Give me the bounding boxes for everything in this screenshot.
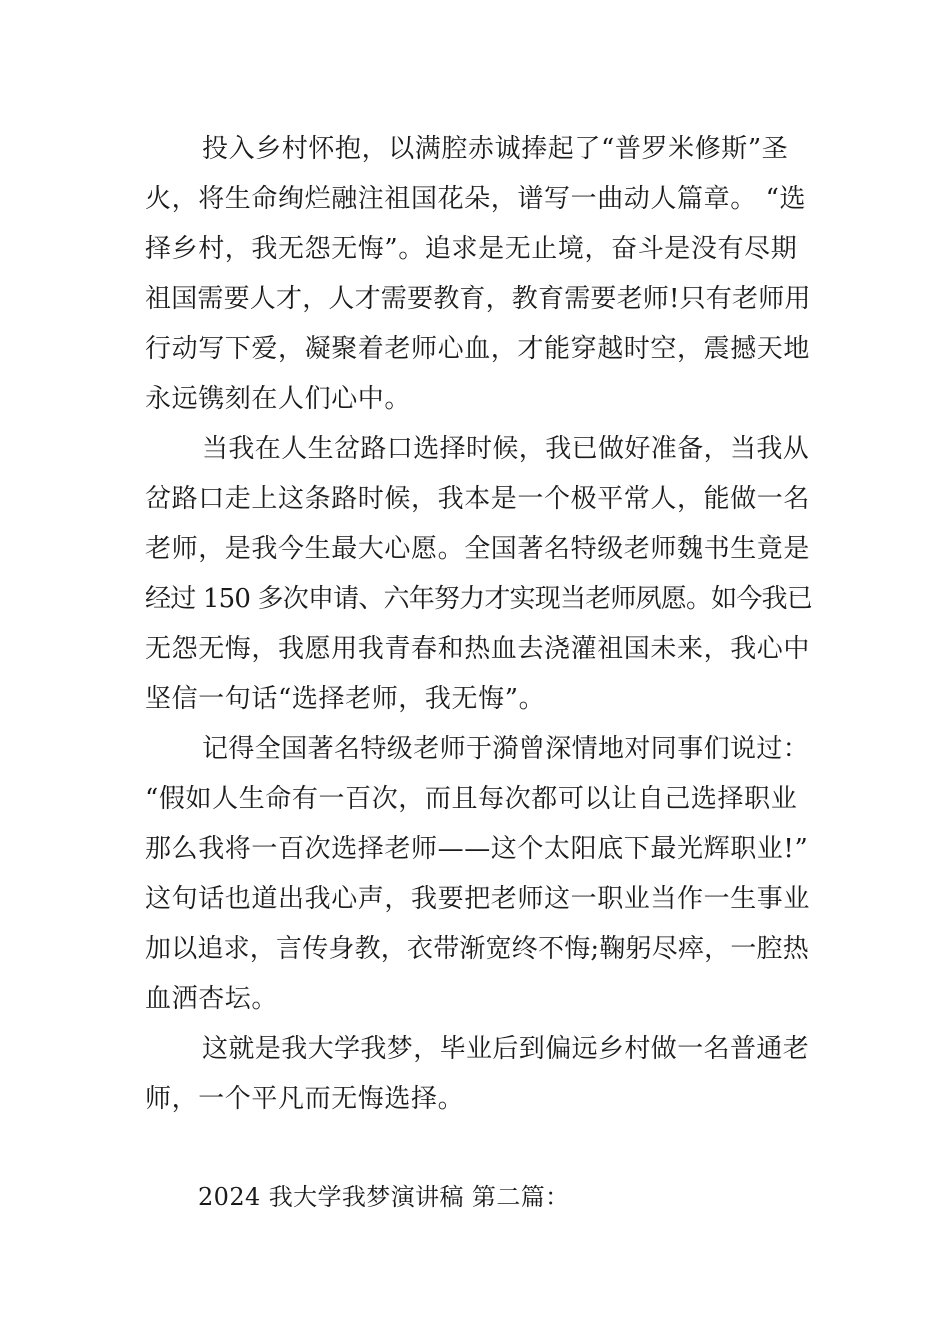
- paragraph-3-line-3: 那么我将一百次选择老师——这个太阳底下最光辉职业!”: [145, 834, 809, 864]
- paragraph-2-line-6: 坚信一句话“选择老师，我无悔”。: [145, 684, 546, 714]
- paragraph-1-line-2: 火，将生命绚烂融注祖国花朵，谱写一曲动人篇章。 “选: [145, 184, 807, 214]
- paragraph-2-line-5: 无怨无悔，我愿用我青春和热血去浇灌祖国未来，我心中: [145, 634, 811, 664]
- paragraph-4-line-2: 师，一个平凡而无悔选择。: [145, 1084, 465, 1114]
- paragraph-3-line-1: 记得全国著名特级老师于漪曾深情地对同事们说过：: [202, 734, 810, 764]
- paragraph-2-line-1: 当我在人生岔路口选择时候，我已做好准备，当我从: [202, 434, 810, 464]
- paragraph-2-line-4: 经过 150 多次申请、六年努力才实现当老师夙愿。如今我已: [145, 584, 812, 614]
- paragraph-1-line-1: 投入乡村怀抱，以满腔赤诚捧起了“普罗米修斯”圣: [202, 134, 789, 164]
- paragraph-1-line-5: 行动写下爱，凝聚着老师心血，才能穿越时空，震撼天地: [145, 334, 811, 364]
- paragraph-2-line-2: 岔路口走上这条路时候，我本是一个极平常人，能做一名: [145, 484, 811, 514]
- paragraph-1-line-6: 永远镌刻在人们心中。: [145, 384, 412, 414]
- paragraph-3-line-2: “假如人生命有一百次，而且每次都可以让自己选择职业: [145, 784, 798, 814]
- paragraph-3-line-4: 这句话也道出我心声，我要把老师这一职业当作一生事业: [145, 884, 811, 914]
- paragraph-4-line-1: 这就是我大学我梦，毕业后到偏远乡村做一名普通老: [202, 1034, 810, 1064]
- paragraph-2-line-3: 老师，是我今生最大心愿。全国著名特级老师魏书生竟是: [145, 534, 811, 564]
- paragraph-1-line-4: 祖国需要人才，人才需要教育，教育需要老师!只有老师用: [145, 284, 811, 314]
- paragraph-1-line-3: 择乡村，我无怨无悔”。追求是无止境，奋斗是没有尽期: [145, 234, 798, 264]
- paragraph-3-line-5: 加以追求，言传身教，衣带渐宽终不悔;鞠躬尽瘁，一腔热: [145, 934, 809, 964]
- paragraph-3-line-6: 血洒杏坛。: [145, 984, 279, 1014]
- section-heading: 2024 我大学我梦演讲稿 第二篇：: [198, 1183, 570, 1211]
